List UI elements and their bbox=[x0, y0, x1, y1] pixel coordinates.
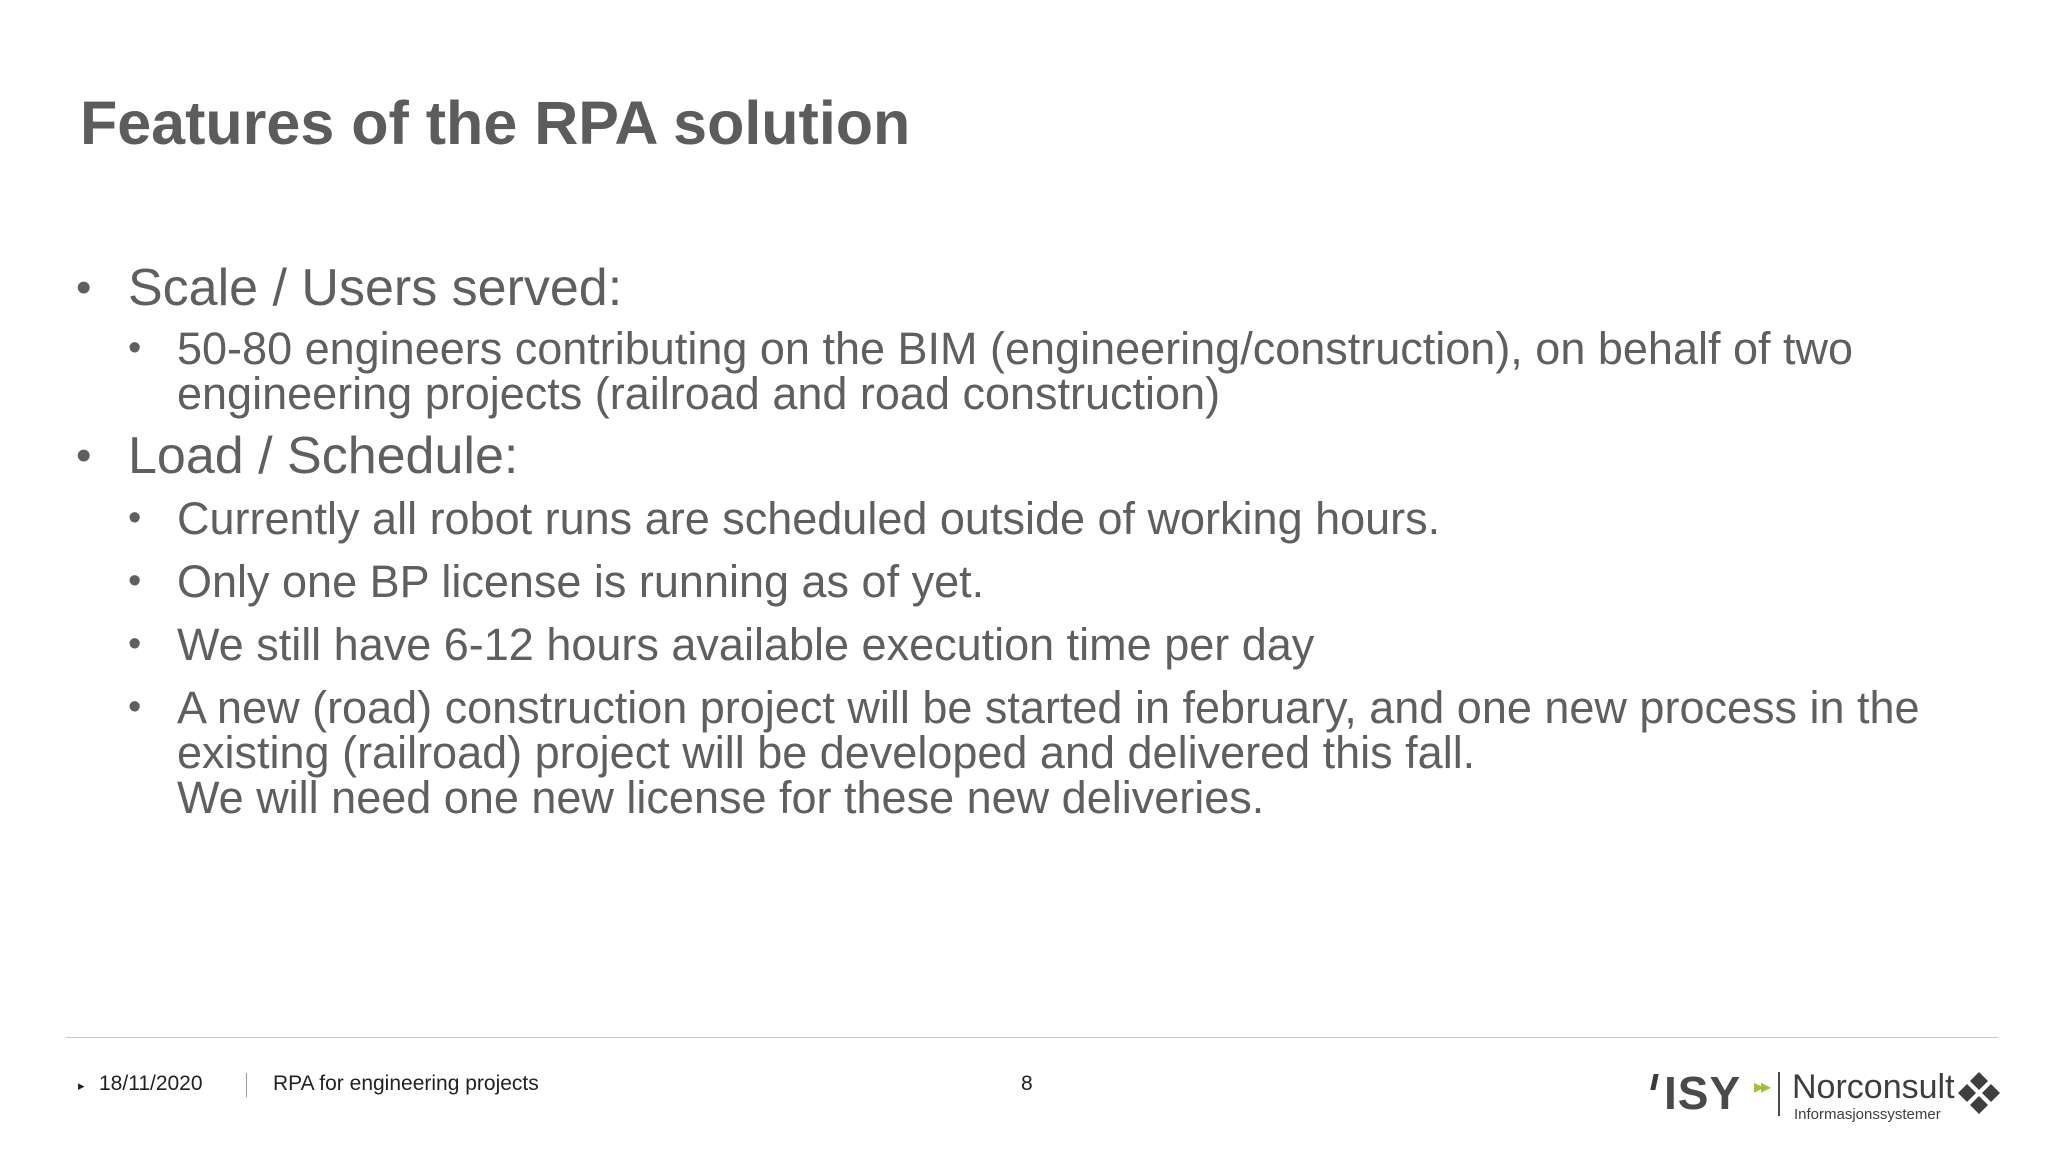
sub-bullet-bp-license bbox=[76, 556, 1976, 607]
bullet-text: Load / Schedule: bbox=[128, 427, 519, 485]
sub-bullet-dot: • bbox=[128, 623, 142, 665]
footer-date: 18/11/2020 bbox=[99, 1072, 203, 1095]
slide-content bbox=[76, 258, 1976, 823]
sub-bullet-text: A new (road) construction project will be started in february, and one new process in the existing (railroad) project will be developed and delivered this fall. bbox=[177, 682, 1920, 778]
sub-bullet-dot: • bbox=[128, 560, 142, 602]
footer-presentation-title: RPA for engineering projects bbox=[273, 1072, 539, 1095]
footer-arrow-icon: ▸ bbox=[78, 1078, 85, 1093]
bullet-dot: • bbox=[76, 431, 92, 480]
slide-title: Features of the RPA solution bbox=[80, 89, 911, 157]
sub-bullet-text: Currently all robot runs are scheduled outside of working hours. bbox=[177, 493, 1441, 544]
footer-divider bbox=[66, 1037, 1998, 1038]
sub-bullet-dot: • bbox=[128, 327, 142, 369]
logo-separator bbox=[1778, 1072, 1780, 1116]
bullet-text: Scale / Users served: bbox=[128, 259, 623, 317]
norconsult-logo-subtitle: Informasjonssystemer bbox=[1794, 1106, 1941, 1123]
sub-bullet-text: We still have 6-12 hours available execution time per day bbox=[177, 619, 1315, 670]
norconsult-diamond-icon bbox=[1956, 1070, 2002, 1116]
isy-logo: ISY bbox=[1664, 1067, 1742, 1119]
bullet-dot: • bbox=[76, 263, 92, 312]
sub-bullet-new-project bbox=[76, 682, 1976, 823]
page-number: 8 bbox=[1021, 1072, 1033, 1095]
sub-bullet-text-continuation: We will need one new license for these new deliveries. bbox=[177, 772, 1265, 823]
bullet-load-schedule bbox=[76, 426, 1976, 486]
company-logos bbox=[1648, 1062, 2008, 1132]
sub-bullet-engineers bbox=[76, 323, 1976, 419]
norconsult-logo-name: Norconsult bbox=[1792, 1068, 1955, 1106]
sub-bullet-robot-runs bbox=[76, 493, 1976, 544]
sub-bullet-execution-time bbox=[76, 619, 1976, 670]
sub-bullet-text: 50-80 engineers contributing on the BIM (engineering/construction), on behalf of two engineering projects (railroad and road construction) bbox=[177, 323, 1854, 419]
sub-bullet-text: Only one BP license is running as of yet. bbox=[177, 556, 985, 607]
sub-bullet-dot: • bbox=[128, 497, 142, 539]
bullet-scale-users bbox=[76, 258, 1976, 318]
isy-arrows-icon: ▸▸ bbox=[1754, 1076, 1769, 1098]
isy-logo-tick bbox=[1650, 1074, 1658, 1090]
footer-separator bbox=[246, 1073, 247, 1097]
sub-bullet-dot: • bbox=[128, 686, 142, 728]
